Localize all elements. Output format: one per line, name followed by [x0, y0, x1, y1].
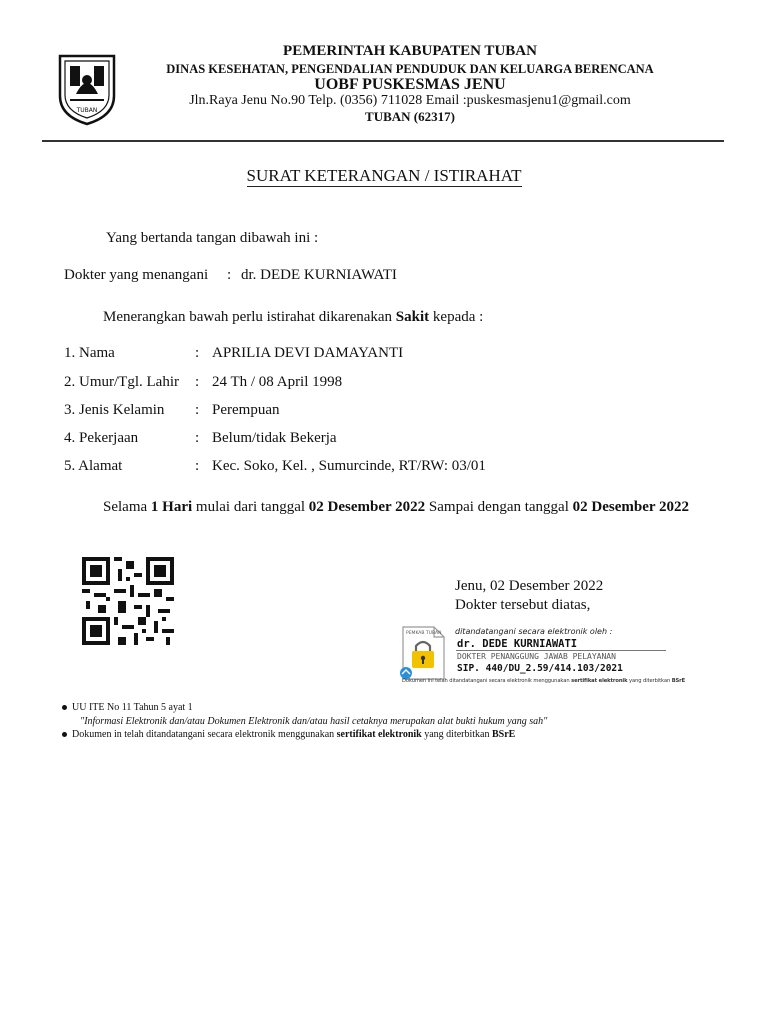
intro-text: Yang bertanda tangan dibawah ini : — [106, 230, 319, 246]
field-value-age-dob: 24 Th / 08 April 1998 — [212, 374, 343, 390]
header-address: Jln.Raya Jenu No.90 Telp. (0356) 711028 Email :puskesmasjenu1@gmail.com — [189, 93, 631, 108]
doctor-name: dr. DEDE KURNIAWATI — [241, 267, 397, 283]
field-label-address: 5. Alamat — [64, 458, 123, 474]
footnote-law: UU ITE No 11 Tahun 5 ayat 1 — [62, 702, 193, 713]
field-value-gender: Perempuan — [212, 402, 280, 418]
doctor-colon: : — [227, 267, 232, 283]
header-divider — [42, 140, 724, 142]
rest-duration-text: Selama 1 Hari mulai dari tanggal 02 Desember 2022 Sampai dengan tanggal 02 Desember 2022 — [103, 499, 690, 515]
document-title: SURAT KETERANGAN / ISTIRAHAT — [246, 166, 522, 185]
field-colon: : — [195, 402, 200, 418]
esign-name: dr. DEDE KURNIAWATI — [457, 638, 578, 650]
signer-note: Dokter tersebut diatas, — [455, 597, 591, 613]
esign-divider — [456, 650, 666, 651]
esign-caption: ditandatangani secara elektronik oleh : — [455, 627, 613, 636]
field-colon: : — [195, 430, 200, 446]
field-label-occupation: 4. Pekerjaan — [64, 430, 139, 446]
svg-text:PEMKAB TUBAN: PEMKAB TUBAN — [406, 631, 442, 636]
field-value-address: Kec. Soko, Kel. , Sumurcinde, RT/RW: 03/01 — [212, 458, 486, 474]
svg-text:TUBAN: TUBAN — [76, 107, 98, 114]
field-colon: : — [195, 458, 200, 474]
bullet-icon — [62, 705, 67, 710]
statement-text: Menerangkan bawah perlu istirahat dikarenakan Sakit kepada : — [103, 309, 484, 325]
footnote-certificate: Dokumen in telah ditandatangani secara elektronik menggunakan sertifikat elektronik yang diterbitkan BSrE — [62, 729, 515, 740]
field-label-name: 1. Nama — [64, 345, 115, 361]
esign-sip: SIP. 440/DU_2.59/414.103/2021 — [457, 663, 623, 674]
qr-code-icon — [82, 557, 174, 645]
place-date: Jenu, 02 Desember 2022 — [455, 578, 604, 594]
electronic-signature-box — [400, 622, 686, 690]
header-institution: UOBF PUSKESMAS JENU — [314, 76, 506, 93]
field-value-name: APRILIA DEVI DAMAYANTI — [212, 345, 404, 361]
esign-role: DOKTER PENANGGUNG JAWAB PELAYANAN — [457, 652, 616, 661]
field-label-age-dob: 2. Umur/Tgl. Lahir — [64, 374, 179, 390]
header-city: TUBAN (62317) — [365, 109, 455, 124]
field-colon: : — [195, 345, 200, 361]
field-colon: : — [195, 374, 200, 390]
esign-footer: Dokumen ini telah ditandatangani secara elektronik menggunakan sertifikat elektronik yang diterbitkan BSrE — [402, 678, 686, 684]
footnote-law-quote: "Informasi Elektronik dan/atau Dokumen Elektronik dan/atau hasil cetaknya merupakan alat bukti hukum yang sah" — [80, 716, 548, 727]
field-label-gender: 3. Jenis Kelamin — [64, 402, 165, 418]
header-department: DINAS KESEHATAN, PENGENDALIAN PENDUDUK DAN KELUARGA BERENCANA — [166, 62, 654, 76]
tuban-regency-emblem-icon — [56, 52, 118, 126]
field-value-occupation: Belum/tidak Bekerja — [212, 430, 337, 446]
bullet-icon — [62, 732, 67, 737]
doctor-label: Dokter yang menangani — [64, 267, 209, 283]
padlock-document-icon — [400, 624, 450, 682]
header-government: PEMERINTAH KABUPATEN TUBAN — [283, 43, 537, 59]
